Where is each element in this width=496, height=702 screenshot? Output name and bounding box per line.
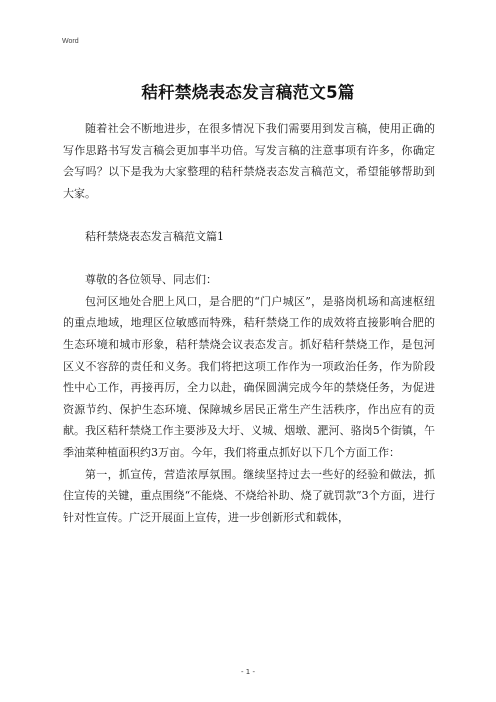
blank-line xyxy=(63,204,435,226)
app-label: Word xyxy=(62,38,79,45)
document-body xyxy=(63,118,435,528)
greeting-paragraph: 尊敬的各位领导、同志们： xyxy=(85,273,217,287)
intro-paragraph: 随着社会不断地进步，在很多情况下我们需要用到发言稿，使用正确的写作思路书写发言稿会更加事半功倍。写发言稿的注意事项有许多，你确定会写吗？以下是我为大家整理的秸秆禁烧表态发言稿范文，希望能够帮助到大家。 xyxy=(63,122,435,200)
body-paragraph-2: 第一，抓宣传，营造浓厚氛围。继续坚持过去一些好的经验和做法，抓住宣传的关键，重点围绕“不能烧、不烧给补助、烧了就罚款”3个方面，进行针对性宣传。广泛开展面上宣传，进一步创新形式和载体， xyxy=(63,467,435,524)
page-number: - 1 - xyxy=(241,668,255,676)
document-title: 秸秆禁烧表态发言稿范文5篇 xyxy=(141,83,355,102)
blank-line xyxy=(63,248,435,270)
section-heading: 秸秆禁烧表态发言稿范文篇1 xyxy=(85,229,224,243)
body-paragraph-1: 包河区地处合肥上风口，是合肥的“门户城区”，是骆岗机场和高速枢纽的重点地域，地理区位敏感而特殊，秸秆禁烧工作的成效将直接影响合肥的生态环境和城市形象，秸秆禁烧会议表态发言。抓好秸秆禁烧工作，是包河区义不容辞的责任和义务。我们将把这项工作作为一项政治任务，作为阶段性中心工作，再接再厉，全力以赴，确保圆满完成今年的禁烧任务，为促进资源节约、保护生态环境、保障城乡居民正常生产生活秩序，作出应有的贡献。我区秸秆禁烧工作主要涉及大圩、义城、烟墩、淝河、骆岗5个街镇，午季油菜种植面积约3万亩。今年，我们将重点抓好以下几个方面工作： xyxy=(63,294,435,459)
